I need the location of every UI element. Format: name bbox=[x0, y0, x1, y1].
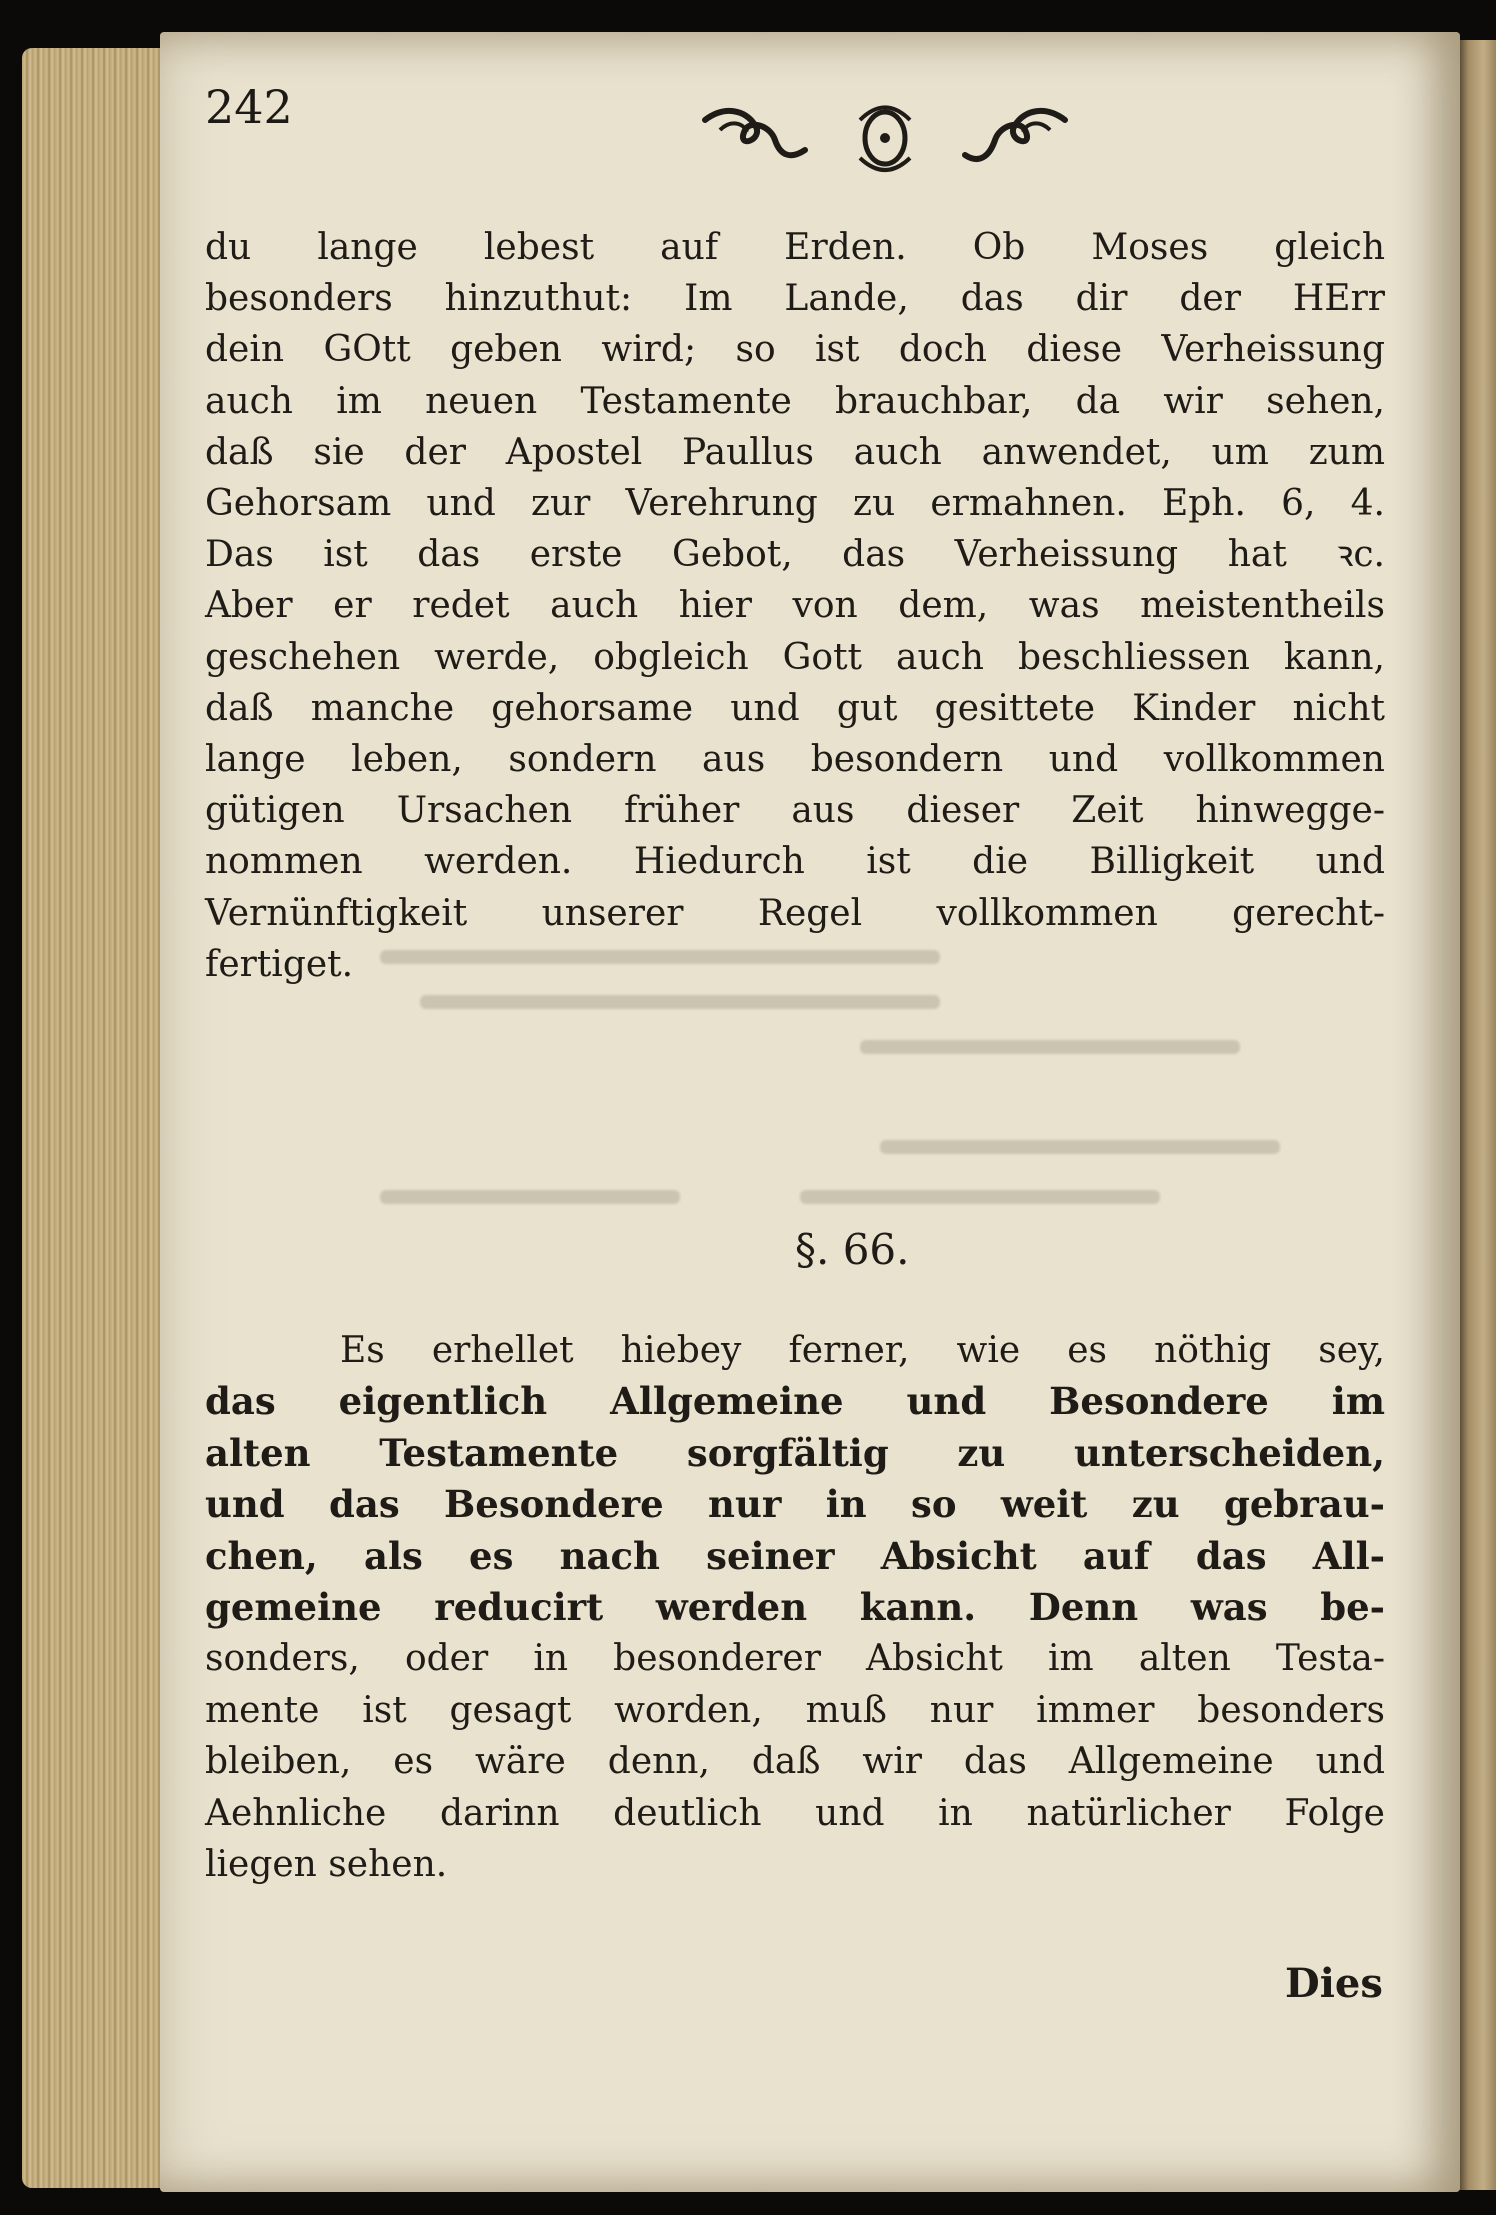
section-heading: §. 66. bbox=[795, 1225, 910, 1274]
text-line: dein GOtt geben wird; so ist doch diese Verheissung bbox=[205, 329, 1385, 371]
body-paragraph-1 bbox=[205, 222, 1385, 990]
text-line: mente ist gesagt worden, muß nur immer besonders bbox=[205, 1689, 1385, 1731]
text-line: Vernünftigkeit unserer Regel vollkommen gerecht- bbox=[205, 892, 1385, 934]
text-line: sonders, oder in besonderer Absicht im alten Testa- bbox=[205, 1638, 1385, 1680]
text-line: chen, als es nach seiner Absicht auf das All- bbox=[205, 1533, 1385, 1578]
body-paragraph-2 bbox=[205, 1325, 1385, 1890]
page-number: 242 bbox=[205, 80, 293, 134]
text-line: gütigen Ursachen früher aus dieser Zeit hinwegge- bbox=[205, 790, 1385, 832]
catchword: Dies bbox=[1285, 1960, 1383, 2007]
text-line: Das ist das erste Gebot, das Verheissung hat ꝛc. bbox=[205, 534, 1385, 576]
text-line: lange leben, sondern aus besondern und vollkommen bbox=[205, 739, 1385, 781]
text-line: fertiget. bbox=[205, 943, 354, 985]
text-line: gemeine reducirt werden kann. Denn was be- bbox=[205, 1585, 1385, 1630]
text-line: Aehnliche darinn deutlich und in natürlicher Folge bbox=[205, 1792, 1385, 1834]
text-line: Gehorsam und zur Verehrung zu ermahnen. Eph. 6, 4. bbox=[205, 483, 1385, 525]
printers-ornament bbox=[695, 100, 1075, 180]
text-line: nommen werden. Hiedurch ist die Billigkeit und bbox=[205, 841, 1385, 883]
text-line: bleiben, es wäre denn, daß wir das Allgemeine und bbox=[205, 1741, 1385, 1783]
text-line: und das Besondere nur in so weit zu gebrau- bbox=[205, 1482, 1385, 1527]
page-stack-edge bbox=[22, 48, 172, 2188]
text-line: daß sie der Apostel Paullus auch anwendet, um zum bbox=[205, 431, 1385, 473]
facing-page-edge bbox=[1454, 40, 1496, 2190]
text-line: liegen sehen. bbox=[205, 1844, 448, 1886]
text-line: auch im neuen Testamente brauchbar, da wir sehen, bbox=[205, 380, 1385, 422]
text-line: Es erhellet hiebey ferner, wie es nöthig sey, bbox=[340, 1330, 1385, 1371]
text-line: du lange lebest auf Erden. Ob Moses gleich bbox=[205, 227, 1385, 268]
text-line: alten Testamente sorgfältig zu unterscheiden, bbox=[205, 1430, 1385, 1475]
text-line: geschehen werde, obgleich Gott auch beschliessen kann, bbox=[205, 636, 1385, 678]
text-line: Aber er redet auch hier von dem, was meistentheils bbox=[205, 585, 1385, 627]
text-line: daß manche gehorsame und gut gesittete Kinder nicht bbox=[205, 687, 1385, 729]
text-line: das eigentlich Allgemeine und Besondere im bbox=[205, 1379, 1385, 1424]
text-line: besonders hinzuthut: Im Lande, das dir der HErr bbox=[205, 278, 1385, 320]
